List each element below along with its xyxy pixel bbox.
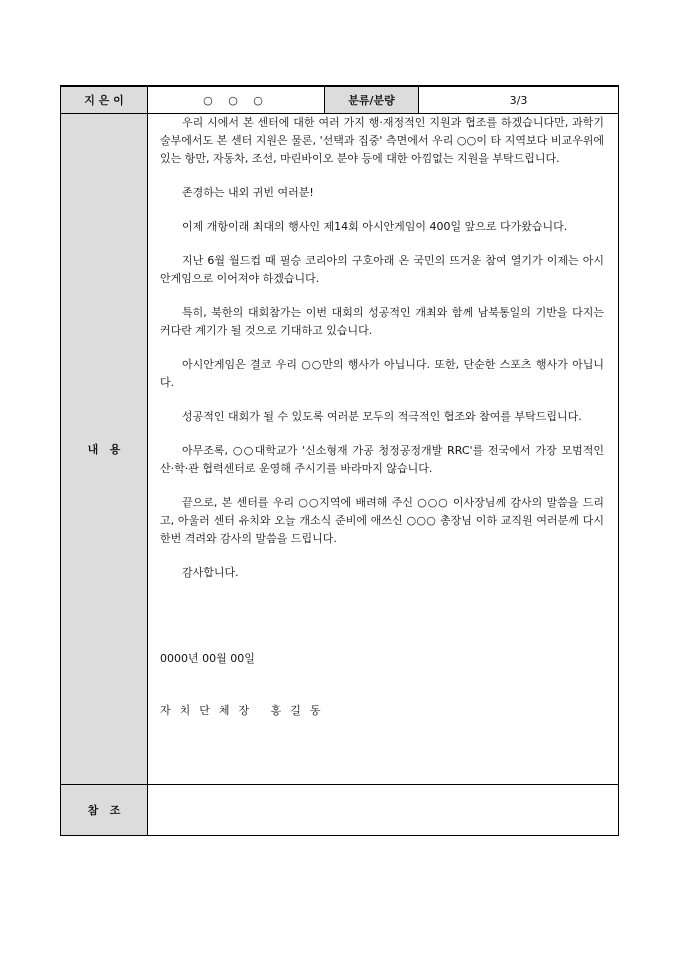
signature: 자치단체장 홍길동 bbox=[160, 704, 330, 717]
paragraph-6: 아시안게임은 결코 우리 ○○만의 행사가 아닙니다. 또한, 단순한 스포츠 행사가 아닙니다. bbox=[160, 358, 604, 389]
paragraph-2: 존경하는 내외 귀빈 여러분! bbox=[182, 186, 314, 199]
reference-label: 참 조 bbox=[61, 785, 148, 836]
paragraph-3: 이제 개항이래 최대의 행사인 제14회 아시안게임이 400일 앞으로 다가왔습니다. bbox=[182, 220, 568, 233]
content-label: 내 용 bbox=[61, 114, 148, 785]
reference-row bbox=[61, 785, 619, 836]
document-table bbox=[60, 85, 619, 836]
header-row bbox=[61, 86, 619, 114]
paragraph-1: 우리 시에서 본 센터에 대한 여러 가지 행·재정적인 지원과 협조를 하겠습니다만, 과학기술부에서도 본 센터 지원은 물론, '선택과 집중' 측면에서 우리 ○○이 타 지역보다 비교우위에 있는 항만, 자동차, 조선, 마린바이오 분야 등에 대한 아낌없는 지원을 부탁드립니다. bbox=[160, 116, 604, 165]
reference-value bbox=[148, 785, 619, 836]
category-value: 3/3 bbox=[419, 86, 619, 114]
paragraph-9: 끝으로, 본 센터를 우리 ○○지역에 배려해 주신 ○○○ 이사장님께 감사의 말씀을 드리고, 아울러 센터 유치와 오늘 개소식 준비에 애쓰신 ○○○ 총장님 이하 교직원 여러분께 다시 한번 격려와 감사의 말씀을 드립니다. bbox=[160, 496, 604, 545]
author-label: 지 은 이 bbox=[61, 86, 148, 114]
paragraph-10: 감사합니다. bbox=[182, 566, 239, 579]
paragraph-5: 특히, 북한의 대회참가는 이번 대회의 성공적인 개최와 함께 남북통일의 기반을 다지는 커다란 계기가 될 것으로 기대하고 있습니다. bbox=[160, 306, 604, 337]
author-value: ○ ○ ○ bbox=[148, 86, 325, 114]
category-label: 분류/분량 bbox=[325, 86, 419, 114]
content-body bbox=[148, 114, 619, 785]
content-row bbox=[61, 114, 619, 785]
paragraph-8: 아무조록, ○○대학교가 '신소형재 가공 청정공정개발 RRC'를 전국에서 가장 모범적인 산·학·관 협력센터로 운영해 주시기를 바라마지 않습니다. bbox=[160, 444, 604, 475]
paragraph-4: 지난 6월 월드컵 때 필승 코리아의 구호아래 온 국민의 뜨거운 참여 열기가 이제는 아시안게임으로 이어져야 하겠습니다. bbox=[160, 254, 604, 285]
document-date: 0000년 00월 00일 bbox=[160, 652, 255, 665]
paragraph-7: 성공적인 대회가 될 수 있도록 여러분 모두의 적극적인 협조와 참여를 부탁드립니다. bbox=[182, 410, 582, 423]
